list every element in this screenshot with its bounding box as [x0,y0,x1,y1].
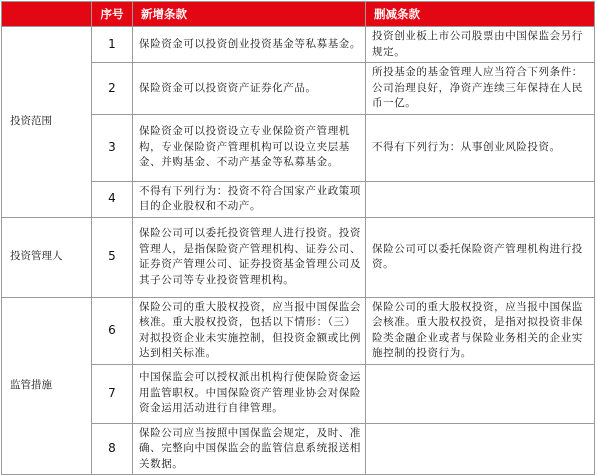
added-clause: 不得有下列行为：投资不符合国家产业政策项目的企业股权和不动产。 [133,181,366,217]
row-number: 2 [92,63,133,115]
removed-clause: 保险公司可以委托保险资产管理机构进行投资。 [366,217,595,297]
removed-clause [366,181,595,217]
regulation-comparison-table [1,1,595,475]
category-regulatory-measures: 监管措施 [2,297,92,475]
header-category [2,2,92,27]
added-clause: 保险资金可以投资资产证券化产品。 [133,63,366,115]
table-row [2,217,595,297]
row-number: 6 [92,297,133,364]
added-clause: 保险资金可以投资创业投资基金等私募基金。 [133,27,366,63]
table-row [2,27,595,63]
row-number: 3 [92,114,133,181]
added-clause: 保险资金可以投资设立专业保险资产管理机构，专业保险资产管理机构可以设立夹层基金、并购基金、不动产基金等私募基金。 [133,114,366,181]
added-clause: 保险公司可以委托投资管理人进行投资。投资管理人，是指保险资产管理机构、证券公司、证券资产管理公司、证券投资基金管理公司及其子公司等专业投资管理机构。 [133,217,366,297]
category-investment-manager: 投资管理人 [2,217,92,297]
added-clause: 保险公司的重大股权投资，应当报中国保监会核准。重大股权投资，包括以下情形：（三）对拟投资企业未实施控制，但投资金额或比例达到相关标准。 [133,297,366,364]
row-number: 5 [92,217,133,297]
removed-clause: 保险公司的重大股权投资，应当报中国保监会核准。重大股权投资，是指对拟投资非保险类金融企业或者与保险业务相关的企业实施控制的投资行为。 [366,297,595,364]
removed-clause [366,423,595,475]
header-row [2,2,595,27]
removed-clause: 投资创业板上市公司股票由中国保监会另行规定。 [366,27,595,63]
row-number: 4 [92,181,133,217]
removed-clause [366,364,595,423]
row-number: 7 [92,364,133,423]
added-clause: 中国保监会可以授权派出机构行使保险资金运用监管职权。中国保险资产管理业协会对保险资金运用活动进行自律管理。 [133,364,366,423]
header-number: 序号 [92,2,133,27]
row-number: 8 [92,423,133,475]
removed-clause: 所投基金的基金管理人应当符合下列条件：公司治理良好，净资产连续三年保持在人民币一亿。 [366,63,595,115]
row-number: 1 [92,27,133,63]
added-clause: 保险公司应当按照中国保监会规定，及时、准确、完整向中国保监会的监管信息系统报送相关数据。 [133,423,366,475]
header-added-clauses: 新增条款 [133,2,366,27]
table-row [2,297,595,364]
category-investment-scope: 投资范围 [2,27,92,218]
removed-clause: 不得有下列行为：从事创业风险投资。 [366,114,595,181]
header-removed-clauses: 删减条款 [366,2,595,27]
